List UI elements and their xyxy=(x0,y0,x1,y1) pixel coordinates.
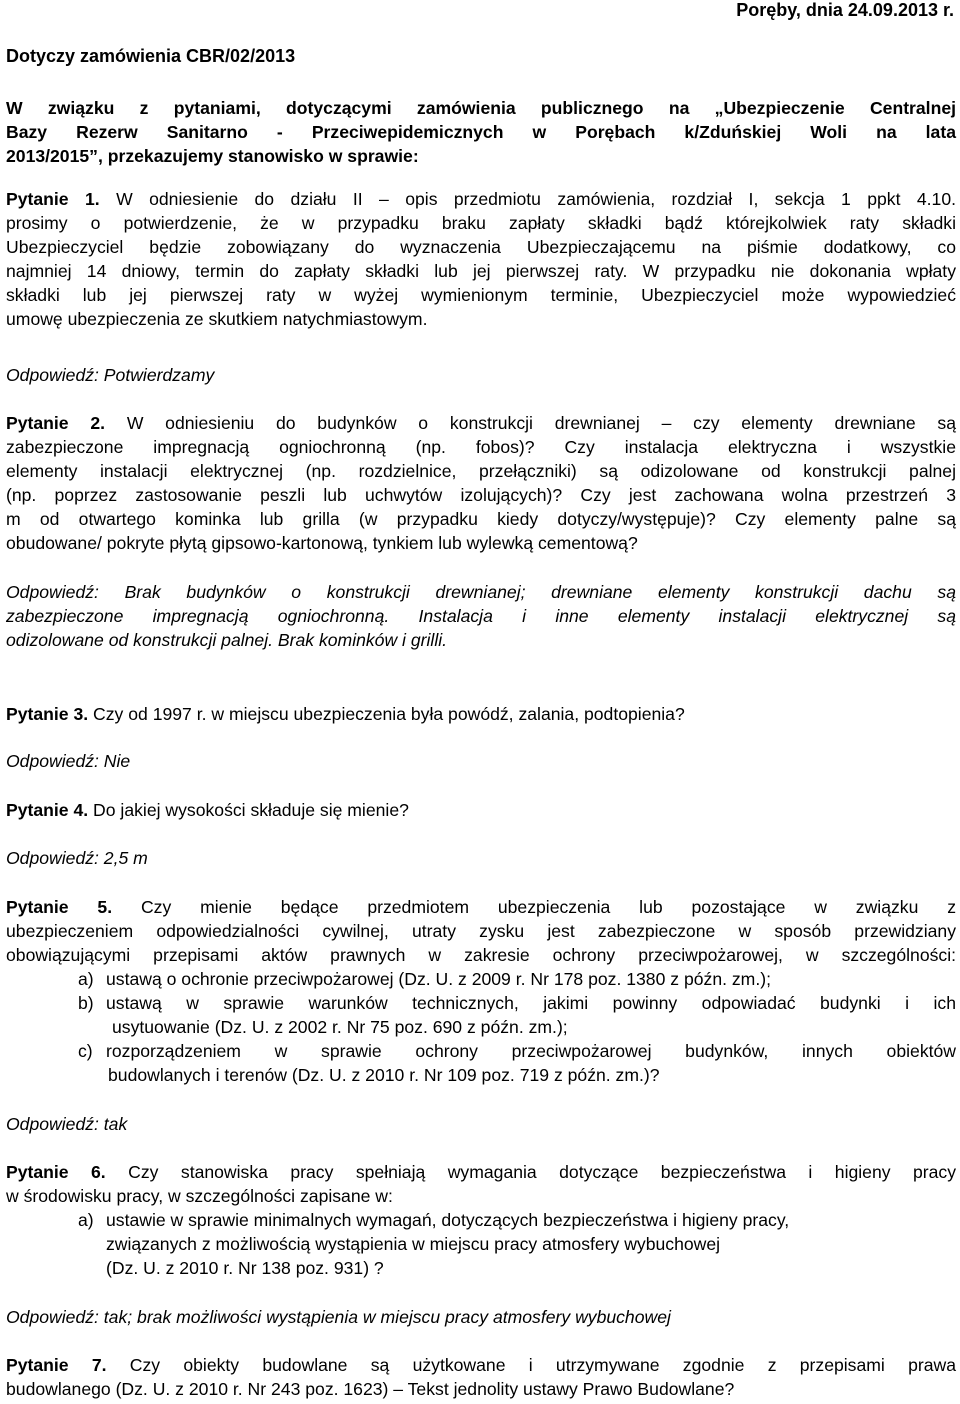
question-3-text: Czy od 1997 r. w miejscu ubezpieczenia była powódź, zalania, podtopienia? xyxy=(93,704,685,724)
intro-line: 2013/2015”, przekazujemy stanowisko w sprawie: xyxy=(6,146,419,166)
question-5-item-a xyxy=(78,967,958,991)
question-6 xyxy=(6,1160,956,1208)
question-6-item-a xyxy=(78,1208,956,1280)
document-subject: Dotyczy zamówienia CBR/02/2013 xyxy=(6,46,296,66)
item-text: rozporządzeniem w sprawie ochrony przeciwpożarowej budynków, innych obiektów xyxy=(106,1041,956,1061)
question-4-label: Pytanie 4. xyxy=(6,800,89,820)
intro-paragraph xyxy=(6,96,956,168)
item-text: ustawą o ochronie przeciwpożarowej (Dz. U. z 2009 r. Nr 178 poz. 1380 z późn. zm.); xyxy=(106,969,771,989)
question-2-line: zabezpieczone impregnacją ogniochronną (np. fobos)? Czy instalacja elektryczna i wszystkie xyxy=(6,437,956,457)
answer-3: Odpowiedź: Nie xyxy=(6,751,131,771)
question-1-label: Pytanie 1. xyxy=(6,189,100,209)
question-2-line: elementy instalacji elektrycznej (np. rozdzielnice, przełączniki) są odizolowane od konstrukcji palnej xyxy=(6,461,956,481)
question-5-label: Pytanie 5. xyxy=(6,897,113,917)
question-5-line: ubezpieczeniem odpowiedzialności cywilnej, utraty zysku jest zabezpieczone w sposób przewidziany xyxy=(6,921,956,941)
question-4 xyxy=(6,798,956,822)
item-text: ustawie w sprawie minimalnych wymagań, dotyczących bezpieczeństwa i higieny pracy, xyxy=(106,1210,790,1230)
answer-2-line: Odpowiedź: Brak budynków o konstrukcji drewnianej; drewniane elementy konstrukcji dachu są xyxy=(6,582,956,602)
item-text: budowlanych i terenów (Dz. U. z 2010 r. Nr 109 poz. 719 z późn. zm.)? xyxy=(108,1065,660,1085)
answer-2 xyxy=(6,580,956,652)
item-text: usytuowanie (Dz. U. z 2002 r. Nr 75 poz. 690 z późn. zm.); xyxy=(112,1017,568,1037)
question-6-line: w środowisku pracy, w szczególności zapisane w: xyxy=(6,1186,393,1206)
item-label: a) xyxy=(78,1210,94,1230)
question-5-item-c xyxy=(78,1039,956,1087)
question-2-line: m od otwartego kominka lub grilla (w przypadku kiedy dotyczy/występuje)? Czy elementy palne są xyxy=(6,509,956,529)
question-1-line: W odniesienie do działu II – opis przedmiotu zamówienia, rozdział I, sekcja 1 ppkt 4.10. xyxy=(116,189,956,209)
item-text: ustawą w sprawie warunków technicznych, jakimi powinny odpowiadać budynki i ich xyxy=(106,993,956,1013)
document-date: Poręby, dnia 24.09.2013 r. xyxy=(736,0,954,20)
answer-5: Odpowiedź: tak xyxy=(6,1114,128,1134)
question-1-line: Ubezpieczyciel będzie zobowiązany do wyznaczenia Ubezpieczającemu na piśmie dodatkowy, co xyxy=(6,237,956,257)
question-4-text: Do jakiej wysokości składuje się mienie? xyxy=(93,800,409,820)
question-7-line: Czy obiekty budowlane są użytkowane i utrzymywane zgodnie z przepisami prawa xyxy=(129,1355,957,1375)
answer-1: Odpowiedź: Potwierdzamy xyxy=(6,365,215,385)
answer-2-line: odizolowane od konstrukcji palnej. Brak kominków i grilli. xyxy=(6,630,448,650)
question-6-label: Pytanie 6. xyxy=(6,1162,106,1182)
answer-4: Odpowiedź: 2,5 m xyxy=(6,848,148,868)
intro-line: W związku z pytaniami, dotyczącymi zamówienia publicznego na „Ubezpieczenie Centralnej xyxy=(6,98,956,118)
question-1-line: najmniej 14 dniowy, termin do zapłaty składki lub jej pierwszej raty. W przypadku nie dokonania wpłaty xyxy=(6,261,956,281)
question-3 xyxy=(6,702,956,726)
item-label: a) xyxy=(78,969,94,989)
answer-2-line: zabezpieczone impregnacją ogniochronną. Instalacja i inne elementy instalacji elektrycznej są xyxy=(6,606,956,626)
item-label: b) xyxy=(78,993,94,1013)
item-text: związanych z możliwością wystąpienia w miejscu pracy atmosfery wybuchowej xyxy=(106,1234,721,1254)
question-5 xyxy=(6,895,956,967)
item-text: (Dz. U. z 2010 r. Nr 138 poz. 931) ? xyxy=(106,1258,384,1278)
question-5-item-b xyxy=(78,991,956,1039)
question-2-line: W odniesieniu do budynków o konstrukcji drewnianej – czy elementy drewniane są xyxy=(126,413,956,433)
question-2-line: (np. poprzez zastosowanie peszli lub uchwytów izolujących)? Czy jest zachowana wolna przestrzeń 3 xyxy=(6,485,956,505)
intro-line: Bazy Rezerw Sanitarno - Przeciwepidemicznych w Porębach k/Zduńskiej Woli na lata xyxy=(6,122,956,142)
question-5-line: obowiązującymi przepisami aktów prawnych w zakresie ochrony przeciwpożarowej, w szczególności: xyxy=(6,945,956,965)
question-2 xyxy=(6,411,956,555)
item-label: c) xyxy=(78,1041,93,1061)
question-6-line: Czy stanowiska pracy spełniają wymagania dotyczące bezpieczeństwa i higieny pracy xyxy=(128,1162,956,1182)
question-1-line: składki lub jej pierwszej raty w wyżej wymienionym terminie, Ubezpieczyciel może wypowiedzieć xyxy=(6,285,956,305)
question-1-line: prosimy o potwierdzenie, że w przypadku braku zapłaty składki bądź którejkolwiek raty składki xyxy=(6,213,956,233)
question-5-line: Czy mienie będące przedmiotem ubezpieczenia lub pozostające w związku z xyxy=(140,897,956,917)
question-2-line: obudowane/ pokryte płytą gipsowo-kartonową, tynkiem lub wylewką cementową? xyxy=(6,533,638,553)
question-7-label: Pytanie 7. xyxy=(6,1355,107,1375)
question-1 xyxy=(6,187,956,331)
question-1-line: umowę ubezpieczenia ze skutkiem natychmiastowym. xyxy=(6,309,428,329)
question-3-label: Pytanie 3. xyxy=(6,704,89,724)
question-2-label: Pytanie 2. xyxy=(6,413,106,433)
question-7-line: budowlanego (Dz. U. z 2010 r. Nr 243 poz. 1623) – Tekst jednolity ustawy Prawo Budowlane? xyxy=(6,1379,735,1399)
question-7 xyxy=(6,1353,956,1401)
answer-6: Odpowiedź: tak; brak możliwości wystąpienia w miejscu pracy atmosfery wybuchowej xyxy=(6,1307,671,1327)
